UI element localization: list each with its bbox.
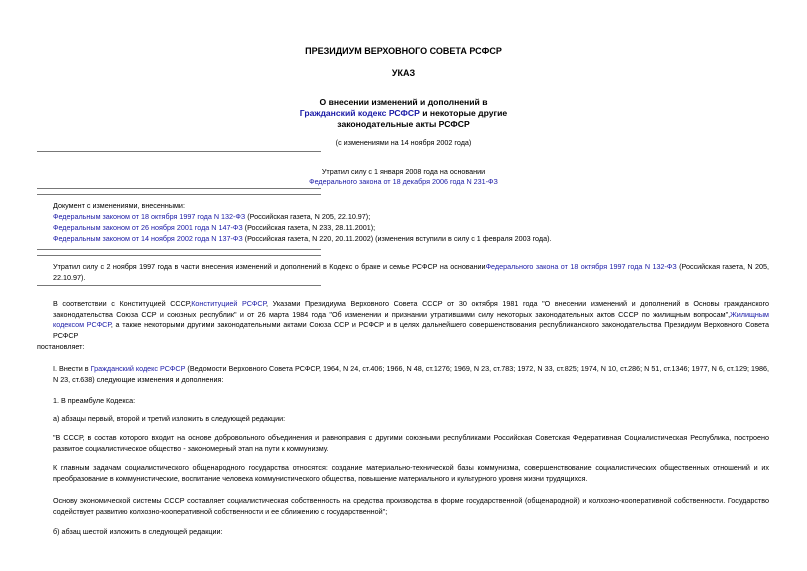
document-title [0,97,807,130]
title-line-2 [0,108,807,119]
divider [37,151,321,152]
title-line-3: законодательные акты РСФСР [337,119,470,129]
partial-expiry-text: Утратил силу с 2 ноября 1997 года в части внесения изменений и дополнений в Кодекс о браке и семье РСФСР на основании [53,262,486,271]
divider [37,285,321,286]
decree-word: постановляет: [37,342,85,351]
preamble-text: , а также некоторыми другими законодательными актами Союза ССР и РСФСР и в целях дальнейшего совершенствования республиканского законодательства Президиум Верховного Совета РСФСР [53,320,769,340]
amendment-link[interactable]: Федеральным законом от 26 ноября 2001 года N 147-ФЗ [53,223,243,232]
section-one-text: I. Внести в [53,364,91,373]
section-one-text: (Ведомости Верховного Совета РСФСР, 1964, N 24, ст.406; 1966, N 48, ст.1276; 1969, N 23, ст.783; 1972, N 33, ст.825; 1974, N 10, ст.286; N 51, ст.1346; 1977, N 6, ст.129; 1986, N 23, ст.638) следующие изменения и дополнения: [53,364,770,384]
revision-note: (с изменениями на 14 ноября 2002 года) [335,138,472,147]
rsfsr-constitution-link[interactable]: Конституцией РСФСР [191,299,267,308]
amendment-source: (Российская газета, N 205, 22.10.97); [245,212,371,221]
preamble-text: В соответствии с Конституцией СССР, [53,299,192,308]
amendment-item [53,234,551,245]
item-one: 1. В преамбуле Кодекса: [53,396,136,405]
civil-code-title-link[interactable]: Гражданский кодекс РСФСР [299,108,420,118]
title-line-1: О внесении изменений и дополнений в [319,97,488,107]
divider [37,194,321,195]
divider [37,249,321,250]
subitem-a: а) абзацы первый, второй и третий изложить в следующей редакции: [53,414,286,423]
subitem-b: б) абзац шестой изложить в следующей редакции: [53,527,223,536]
divider [37,188,321,189]
civil-code-link[interactable]: Гражданский кодекс РСФСР [90,364,186,373]
section-one-paragraph [53,364,769,385]
document-type: УКАЗ [391,68,416,78]
amendment-link[interactable]: Федеральным законом от 18 октября 1997 года N 132-ФЗ [53,212,246,221]
preamble-text: , Указами Президиума Верховного Совета СССР от 30 октября 1981 года "О внесении изменений и дополнений в Основы гражданского законодательства Союза ССР и союзных республик" и от 26 марта 1984 года "Об изменении и признании утратившими силу некоторых законодательных актов СССР по жилищным вопросам", [53,299,770,319]
preamble-paragraph [53,299,769,341]
amendment-source: (Российская газета, N 220, 20.11.2002) (изменения вступили в силу с 1 февраля 2003 года). [242,234,552,243]
amendment-link[interactable]: Федеральным законом от 14 ноября 2002 года N 137-ФЗ [53,234,243,243]
expiry-text: Утратил силу с 1 января 2008 года на основании [321,167,486,176]
amendment-item [53,212,370,223]
partial-expiry-note [53,262,769,283]
divider [37,255,321,256]
title-line-2-rest: и некоторые другие [419,108,508,118]
quoted-paragraph-3: Основу экономической системы СССР составляет социалистическая собственность на средства производства в форме государственной (общенародной) и колхозно-кооперативной собственности. Государство содействует развитию колхозно-кооперативной собственности и ее сближению с государственной"; [53,496,769,516]
partial-expiry-source: (Российская газета, N 205, 22.10.97). [53,262,769,282]
expiry-law-link[interactable]: Федерального закона от 18 декабря 2006 года N 231-ФЗ [309,177,498,186]
amendment-item [53,223,375,234]
issuer-heading: ПРЕЗИДИУМ ВЕРХОВНОГО СОВЕТА РСФСР [305,46,502,56]
amendment-source: (Российская газета, N 233, 28.11.2001); [242,223,376,232]
quoted-paragraph-2: К главным задачам социалистического общенародного государства относятся: создание материально-технической базы коммунизма, совершенствование социалистических общественных отношений и их преобразование в коммунистические, воспитание человека коммунистического общества, повышение материального и культурного уровня жизни трудящихся. [53,463,769,483]
partial-expiry-law-link[interactable]: Федерального закона от 18 октября 1997 года N 132-ФЗ [485,262,677,271]
expiry-link[interactable] [0,177,807,186]
housing-code-link[interactable]: Жилищным кодексом РСФСР [53,309,769,329]
quoted-paragraph-1: "В СССР, в состав которого входит на основе добровольного объединения и равноправия с другими союзными республиками Российская Советская Федеративная Социалистическая Республика, построено развитое социалистическое общество - закономерный этап на пути к коммунизму. [53,433,769,453]
amendments-heading: Документ с изменениями, внесенными: [53,201,185,210]
